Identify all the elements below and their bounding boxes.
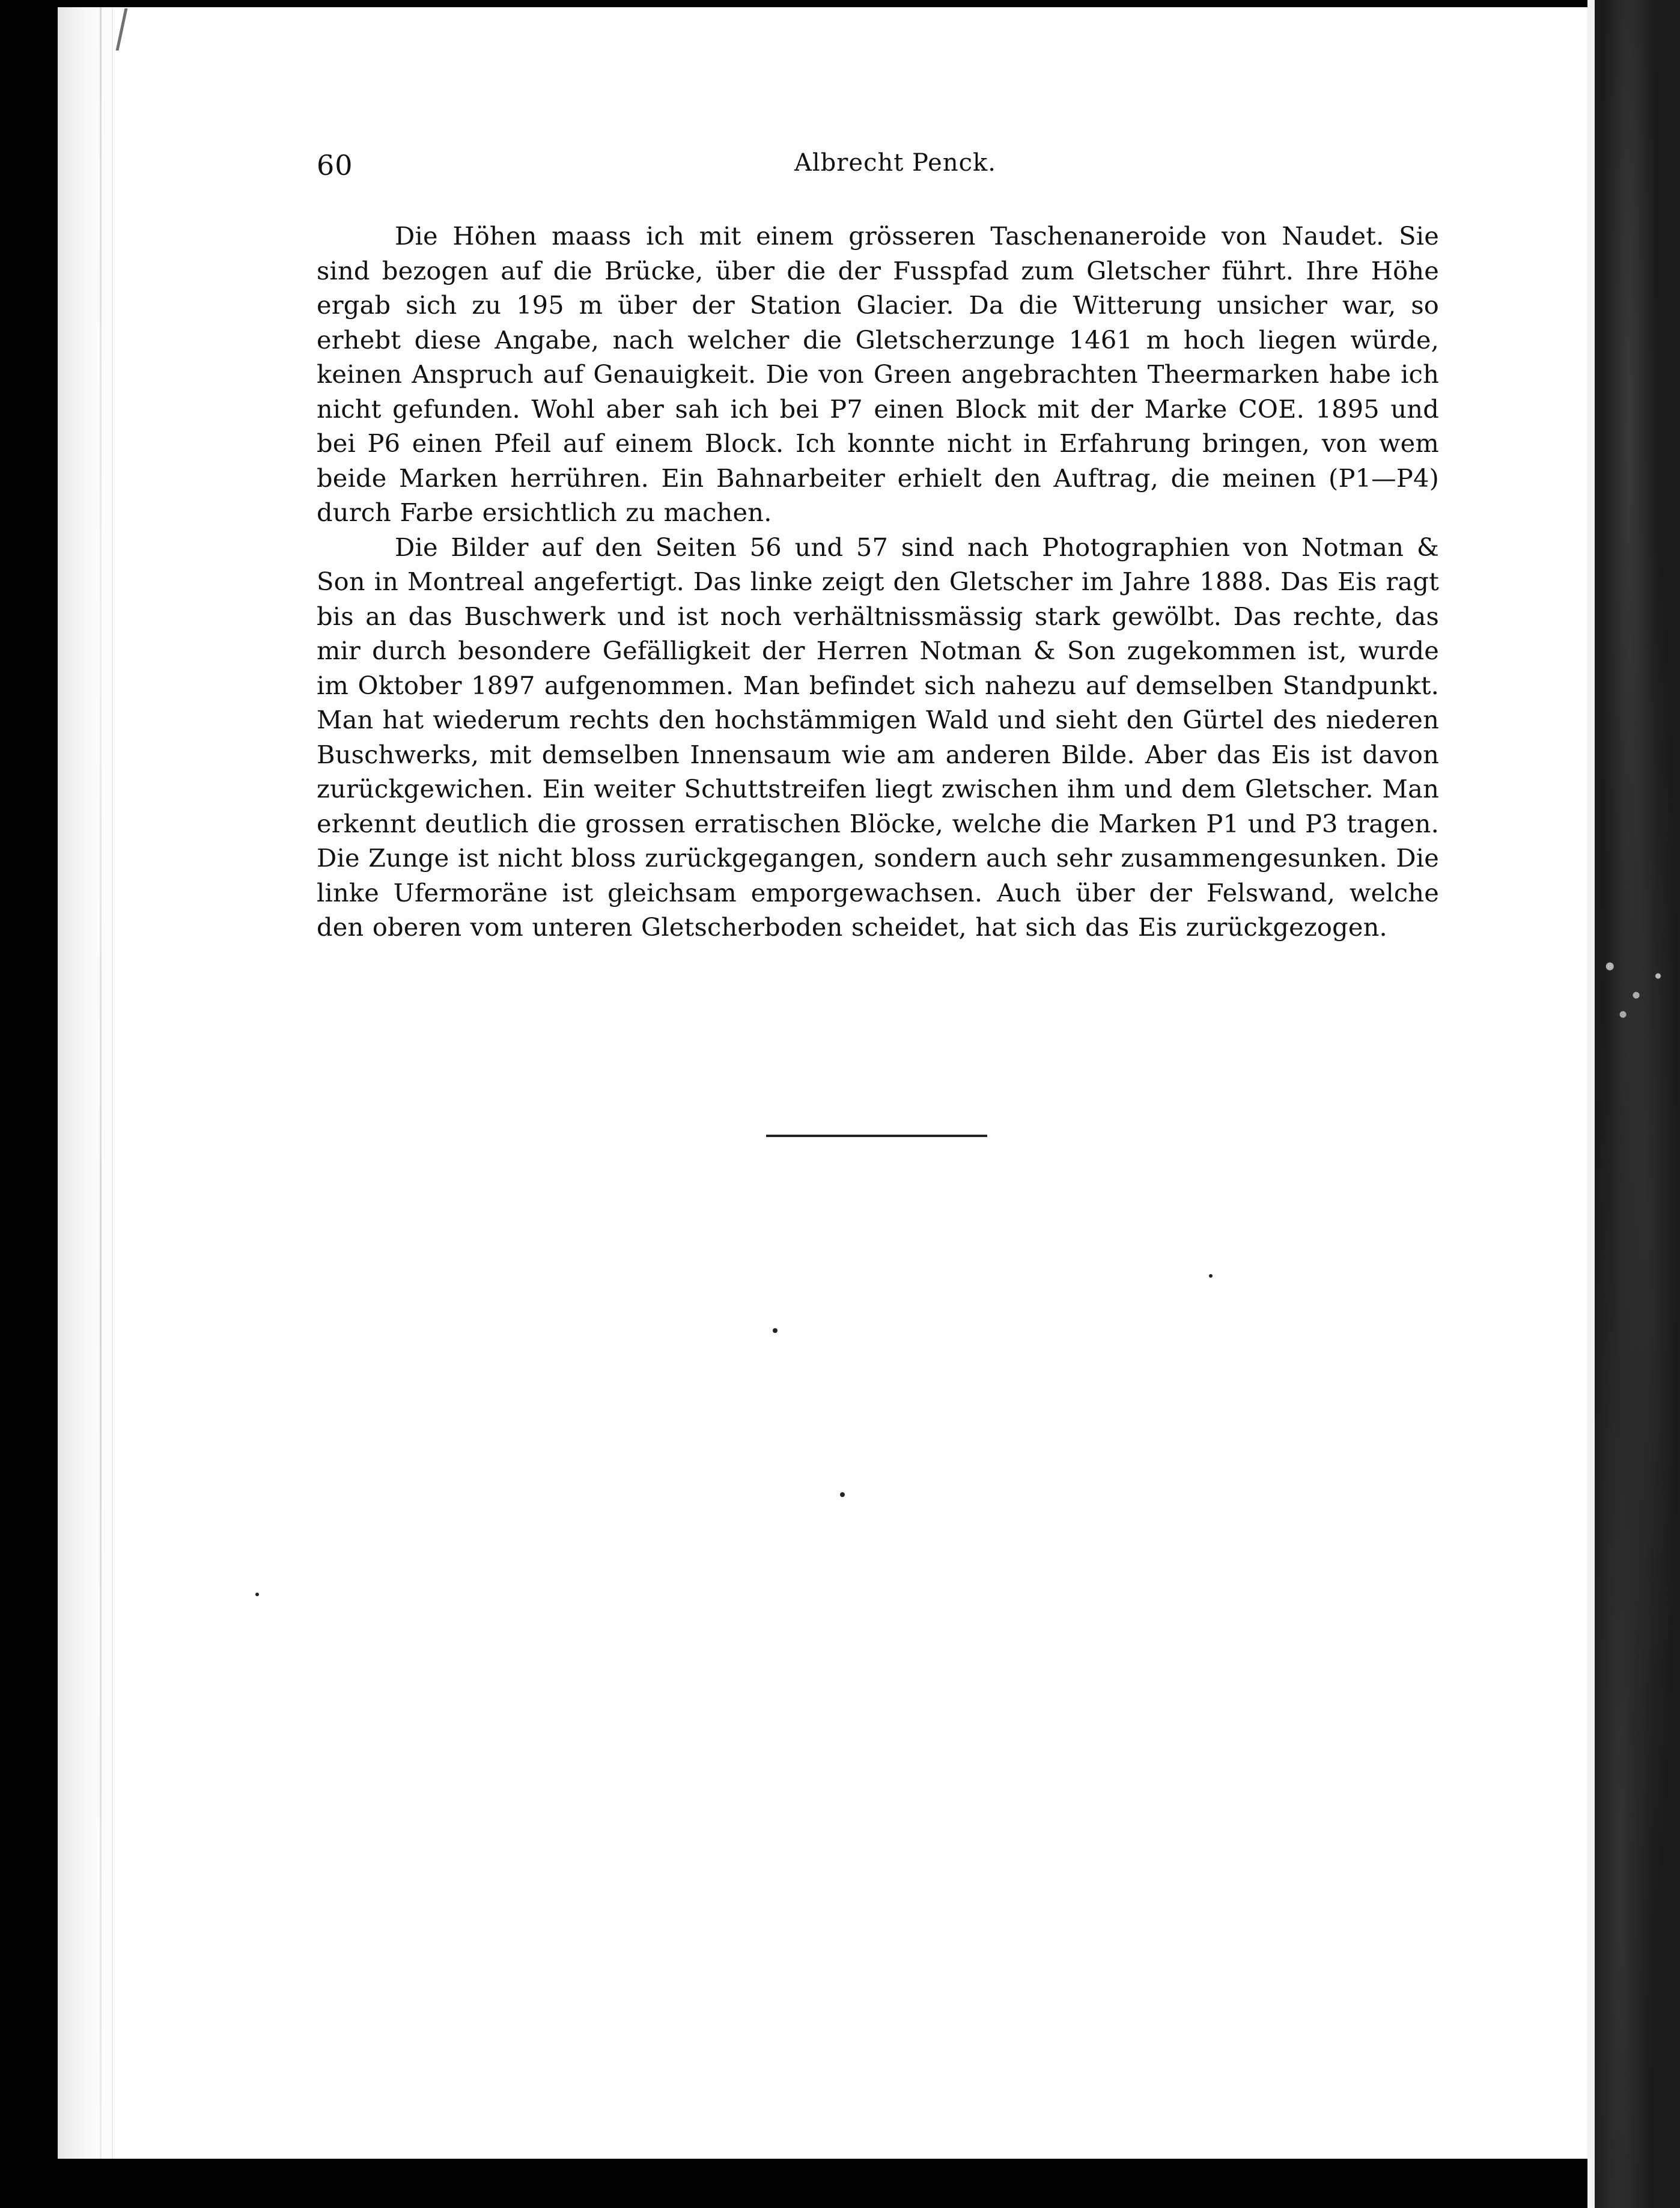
page-header xyxy=(317,147,1446,189)
cover-wear-marks xyxy=(1592,938,1680,1034)
paragraph: Die Bilder auf den Seiten 56 und 57 sind nach Photographien von Notman & Son in Montreal angefertigt. Das linke zeigt den Gletscher im Jahre 1888. Das Eis ragt bis an das Buschwerk und ist noch verhältnissmässig stark gewölbt. Das rechte, das mir durch besondere Gefälligkeit der Herren Notman & Son zugekommen ist, wurde im Oktober 1897 aufgenommen. Man befindet sich nahezu auf demselben Standpunkt. Man hat wiederum rechts den hochstämmigen Wald und sieht den Gürtel des niederen Buschwerks, mit demselben Innensaum wie am anderen Bilde. Aber das Eis ist davon zurückgewichen. Ein weiter Schuttstreifen liegt zwischen ihm und dem Gletscher. Man erkennt deutlich die grossen erratischen Blöcke, welche die Marken P1 und P3 tragen. Die Zunge ist nicht bloss zurückgegangen, sondern auch sehr zusammengesunken. Die linke Ufermoräne ist gleichsam emporgewachsen. Auch über der Felswand, welche den oberen vom unteren Gletscherboden scheidet, hat sich das Eis zurückgezogen. xyxy=(317,532,1439,942)
dust-speck xyxy=(840,1492,845,1497)
sheet-right-edge xyxy=(1587,0,1595,2208)
section-end-rule xyxy=(766,1135,987,1137)
paragraph: Die Höhen maass ich mit einem grösseren Taschenaneroide von Naudet. Sie sind bezogen auf die Brücke, über die der Fusspfad zum Gletscher führt. Ihre Höhe ergab sich zu 195 m über der Station Glacier. Da die Witterung unsicher war, so erhebt diese Angabe, nach welcher die Gletscherzunge 1461 m hoch liegen würde, keinen Anspruch auf Genauigkeit. Die von Green angebrachten Theermarken habe ich nicht gefunden. Wohl aber sah ich bei P7 einen Block mit der Marke COE. 1895 und bei P6 einen Pfeil auf einem Block. Ich konnte nicht in Erfahrung bringen, von wem beide Marken herrühren. Ein Bahnarbeiter erhielt den Auftrag, die meinen (P1—P4) durch Farbe ersichtlich zu machen. xyxy=(317,221,1439,527)
fold-crease xyxy=(100,7,102,2159)
running-head: Albrecht Penck. xyxy=(794,149,996,177)
dust-speck xyxy=(255,1593,259,1596)
book-cover-edge xyxy=(1595,0,1680,2208)
body-text xyxy=(317,219,1439,945)
dust-speck xyxy=(1209,1274,1213,1278)
dust-speck xyxy=(773,1328,778,1333)
page-number: 60 xyxy=(317,149,353,181)
binding-fold xyxy=(58,7,112,2159)
fold-crease-secondary xyxy=(112,7,113,2159)
